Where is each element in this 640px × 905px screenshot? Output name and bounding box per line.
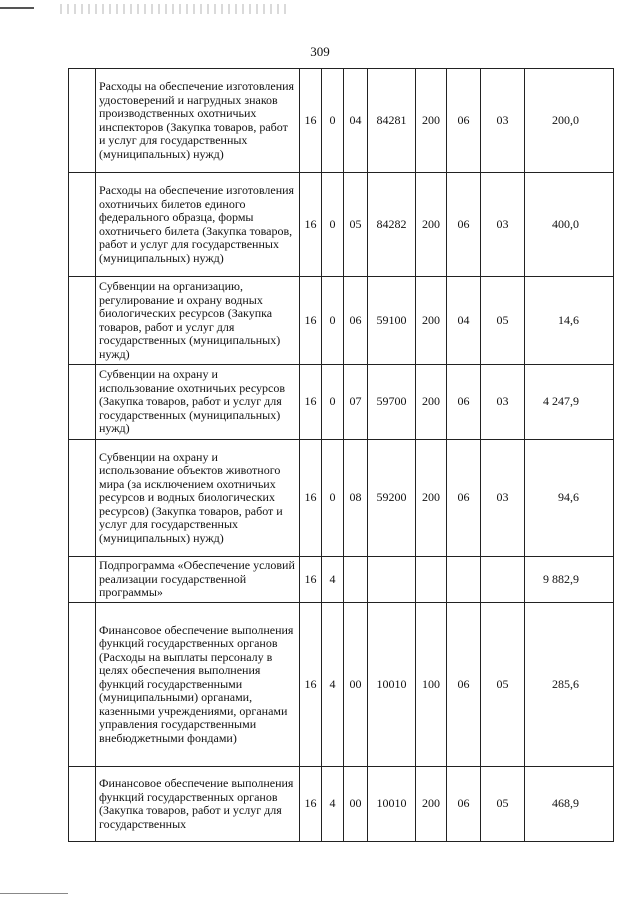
table-row — [69, 365, 614, 440]
code-program: 16 — [300, 69, 322, 173]
code-event: 00 — [344, 603, 368, 767]
code-subprogram: 4 — [322, 557, 344, 603]
code-expense-type: 200 — [416, 440, 447, 557]
expense-name: Субвенции на охрану и использование охотничьих ресурсов (Закупка товаров, работ и услуг для государственных (муниципальных) нужд) — [96, 365, 300, 440]
row-blank-cell — [69, 173, 96, 277]
code-expense-type — [416, 557, 447, 603]
row-blank-cell — [69, 603, 96, 767]
code-subsection: 03 — [481, 173, 525, 277]
table-row — [69, 767, 614, 842]
code-direction: 84281 — [368, 69, 416, 173]
expense-name: Расходы на обеспечение изготовления охотничьих билетов единого федерального образца, формы охотничьего билета (Закупка товаров, работ и услуг для государственных (муниципальных) нужд) — [96, 173, 300, 277]
code-direction: 10010 — [368, 767, 416, 842]
table-row — [69, 173, 614, 277]
code-subprogram: 4 — [322, 767, 344, 842]
scan-mark — [0, 7, 34, 9]
code-event: 06 — [344, 277, 368, 365]
code-event — [344, 557, 368, 603]
code-direction: 59200 — [368, 440, 416, 557]
code-expense-type: 200 — [416, 767, 447, 842]
code-section: 06 — [447, 440, 481, 557]
code-section: 04 — [447, 277, 481, 365]
amount: 285,6 — [525, 603, 614, 767]
table-row — [69, 603, 614, 767]
row-blank-cell — [69, 365, 96, 440]
expense-name: Подпрограмма «Обеспечение условий реализации государственной программы» — [96, 557, 300, 603]
expense-name: Расходы на обеспечение изготовления удостоверений и нагрудных знаков производственных охотничьих инспекторов (Закупка товаров, работ и услуг для государственных (муниципальных) нужд) — [96, 69, 300, 173]
code-subsection — [481, 557, 525, 603]
code-subprogram: 0 — [322, 69, 344, 173]
budget-table — [68, 68, 614, 842]
row-blank-cell — [69, 557, 96, 603]
code-subsection: 05 — [481, 603, 525, 767]
code-program: 16 — [300, 767, 322, 842]
code-section: 06 — [447, 69, 481, 173]
expense-name: Финансовое обеспечение выполнения функций государственных органов (Закупка товаров, работ и услуг для государственных — [96, 767, 300, 842]
code-subprogram: 0 — [322, 440, 344, 557]
code-expense-type: 200 — [416, 173, 447, 277]
expense-name: Субвенции на организацию, регулирование и охрану водных биологических ресурсов (Закупка товаров, работ и услуг для государственных (муниципальных) нужд) — [96, 277, 300, 365]
code-subsection: 03 — [481, 440, 525, 557]
code-expense-type: 200 — [416, 365, 447, 440]
code-program: 16 — [300, 603, 322, 767]
code-section — [447, 557, 481, 603]
code-section: 06 — [447, 173, 481, 277]
amount: 200,0 — [525, 69, 614, 173]
row-blank-cell — [69, 440, 96, 557]
code-direction: 10010 — [368, 603, 416, 767]
amount: 94,6 — [525, 440, 614, 557]
code-direction — [368, 557, 416, 603]
code-subsection: 05 — [481, 767, 525, 842]
code-subprogram: 0 — [322, 365, 344, 440]
code-expense-type: 100 — [416, 603, 447, 767]
table-row — [69, 440, 614, 557]
code-event: 05 — [344, 173, 368, 277]
code-program: 16 — [300, 173, 322, 277]
amount: 400,0 — [525, 173, 614, 277]
row-blank-cell — [69, 277, 96, 365]
amount: 14,6 — [525, 277, 614, 365]
code-subprogram: 4 — [322, 603, 344, 767]
expense-name: Субвенции на охрану и использование объектов животного мира (за исключением охотничьих ресурсов и водных биологических ресурсов) (Закупка товаров, работ и услуг для государственных (муниципальных) нужд) — [96, 440, 300, 557]
code-subprogram: 0 — [322, 173, 344, 277]
code-subsection: 03 — [481, 365, 525, 440]
code-program: 16 — [300, 557, 322, 603]
amount: 468,9 — [525, 767, 614, 842]
code-program: 16 — [300, 365, 322, 440]
code-subprogram: 0 — [322, 277, 344, 365]
code-subsection: 05 — [481, 277, 525, 365]
page-number: 309 — [310, 44, 330, 59]
code-program: 16 — [300, 440, 322, 557]
row-blank-cell — [69, 69, 96, 173]
code-event: 04 — [344, 69, 368, 173]
table-row — [69, 69, 614, 173]
code-event: 00 — [344, 767, 368, 842]
table-row — [69, 557, 614, 603]
code-direction: 59100 — [368, 277, 416, 365]
code-section: 06 — [447, 603, 481, 767]
scan-artifact — [0, 0, 640, 18]
code-expense-type: 200 — [416, 69, 447, 173]
footer-rule — [0, 893, 68, 894]
code-direction: 84282 — [368, 173, 416, 277]
amount: 4 247,9 — [525, 365, 614, 440]
row-blank-cell — [69, 767, 96, 842]
expense-name: Финансовое обеспечение выполнения функций государственных органов (Расходы на выплаты персоналу в целях обеспечения выполнения функций государственными (муниципальными) органами, казенными учреждениями, органами управления государственными внебюджетными фондами) — [96, 603, 300, 767]
code-program: 16 — [300, 277, 322, 365]
amount: 9 882,9 — [525, 557, 614, 603]
code-expense-type: 200 — [416, 277, 447, 365]
code-subsection: 03 — [481, 69, 525, 173]
code-event: 08 — [344, 440, 368, 557]
code-direction: 59700 — [368, 365, 416, 440]
scan-noise — [60, 4, 290, 14]
code-event: 07 — [344, 365, 368, 440]
code-section: 06 — [447, 365, 481, 440]
code-section: 06 — [447, 767, 481, 842]
table-row — [69, 277, 614, 365]
